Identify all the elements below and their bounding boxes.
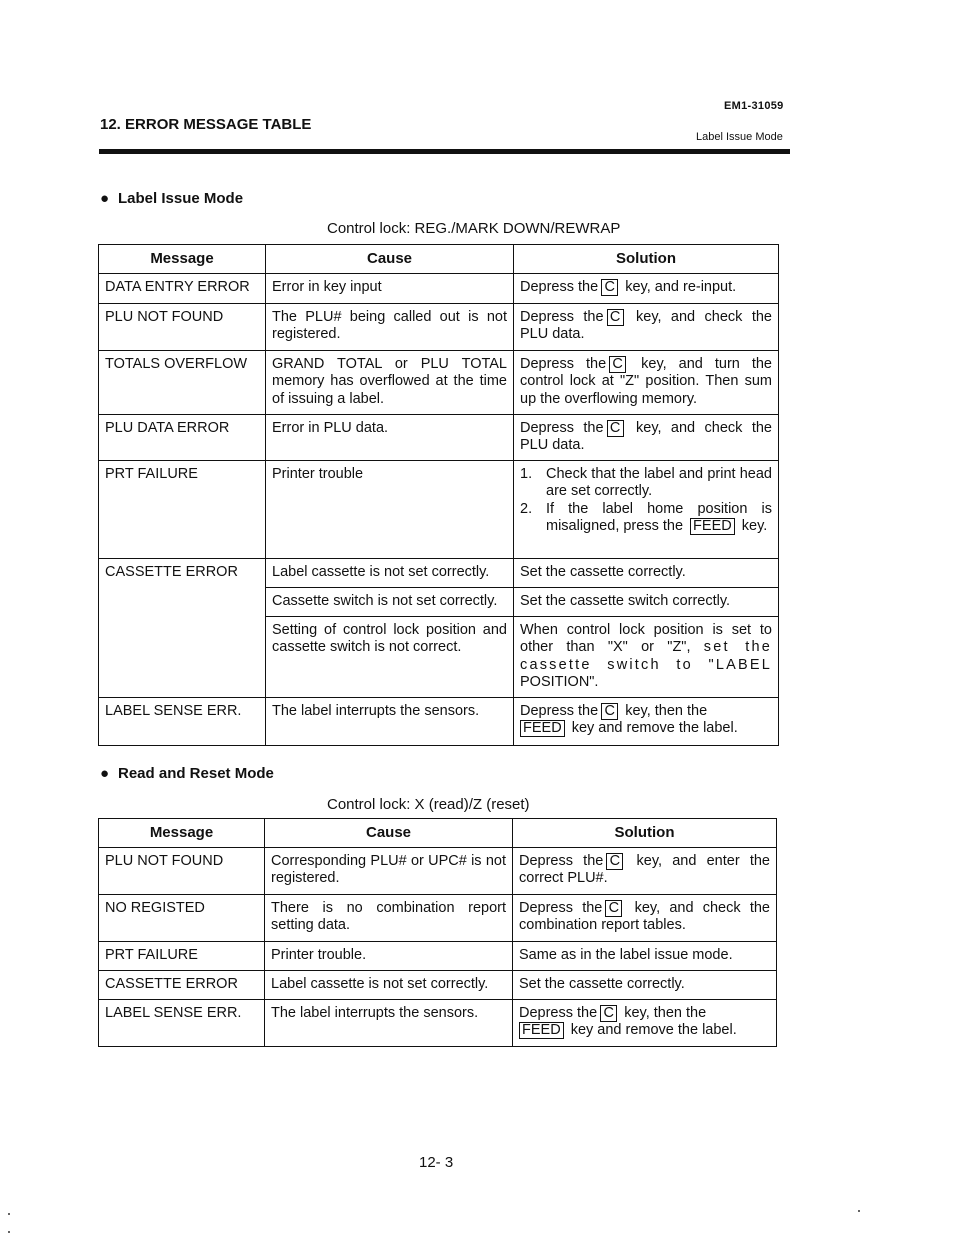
solution-cell: Set the cassette correctly. (514, 558, 779, 587)
message-cell: PLU NOT FOUND (99, 303, 266, 350)
cause-cell: Printer trouble. (265, 941, 513, 970)
section-title: 12. ERROR MESSAGE TABLE (100, 116, 312, 133)
c-key-icon: C (607, 420, 624, 437)
solution-cell: Same as in the label issue mode. (513, 941, 777, 970)
table-row (99, 894, 777, 941)
c-key-icon: C (601, 279, 618, 296)
solution-cell: Depress the C key, and enter the correct PLU#. (513, 847, 777, 894)
message-cell: CASSETTE ERROR (99, 970, 265, 999)
c-key-icon: C (601, 703, 618, 720)
table-row (99, 970, 777, 999)
table-header-row (99, 245, 779, 274)
message-cell: PLU NOT FOUND (99, 847, 265, 894)
read-reset-heading: ● Read and Reset Mode (100, 765, 274, 782)
message-cell: LABEL SENSE ERR. (99, 999, 265, 1046)
header-rule (99, 149, 790, 154)
table-row (99, 941, 777, 970)
cause-cell: Corresponding PLU# or UPC# is not registered. (265, 847, 513, 894)
read-reset-table (98, 818, 777, 1047)
message-cell: LABEL SENSE ERR. (99, 697, 266, 745)
scan-speck (8, 1231, 10, 1233)
cause-cell: Error in PLU data. (266, 414, 514, 460)
cause-cell: The label interrupts the sensors. (265, 999, 513, 1046)
message-cell: CASSETTE ERROR (99, 558, 266, 697)
document-code: EM1-31059 (724, 100, 784, 112)
table-row (99, 303, 779, 350)
cause-cell: Error in key input (266, 273, 514, 303)
bullet-icon: ● (100, 190, 110, 207)
message-cell: PRT FAILURE (99, 460, 266, 558)
scan-speck (858, 1210, 860, 1212)
message-cell: NO REGISTED (99, 894, 265, 941)
header-mode-label: Label Issue Mode (696, 131, 783, 143)
solution-cell (514, 460, 779, 558)
scan-speck (8, 1213, 10, 1215)
feed-key-icon: FEED (519, 1022, 564, 1039)
feed-key-icon: FEED (690, 518, 735, 535)
cause-cell: Label cassette is not set correctly. (266, 558, 514, 587)
bullet-icon: ● (100, 765, 110, 782)
column-header-message: Message (99, 819, 265, 848)
cause-cell: Cassette switch is not set correctly. (266, 587, 514, 616)
cause-cell: Label cassette is not set correctly. (265, 970, 513, 999)
feed-key-icon: FEED (520, 720, 565, 737)
column-header-solution: Solution (513, 819, 777, 848)
solution-cell: Set the cassette correctly. (513, 970, 777, 999)
solution-cell: Depress the C key, and check the PLU data. (514, 414, 779, 460)
solution-cell: When control lock position is set to other than "X" or "Z", set the cassette switch to "LABEL POSITION". (514, 616, 779, 697)
solution-cell: Set the cassette switch correctly. (514, 587, 779, 616)
c-key-icon: C (606, 853, 623, 870)
table-row (99, 350, 779, 414)
message-cell: PRT FAILURE (99, 941, 265, 970)
solution-cell: Depress the C key, and check the combination report tables. (513, 894, 777, 941)
table-row (99, 697, 779, 745)
solution-step: 1. Check that the label and print head are set correctly. (520, 465, 772, 499)
cause-cell: There is no combination report setting data. (265, 894, 513, 941)
c-key-icon: C (607, 309, 624, 326)
page-number: 12- 3 (419, 1154, 454, 1171)
column-header-solution: Solution (514, 245, 779, 274)
message-cell: PLU DATA ERROR (99, 414, 266, 460)
table-header-row (99, 819, 777, 848)
label-issue-table (98, 244, 779, 746)
solution-step: 2. If the label home position is misaligned, press the FEED key. (520, 500, 772, 534)
table-row (99, 414, 779, 460)
table-row (99, 847, 777, 894)
cause-cell: GRAND TOTAL or PLU TOTAL memory has overflowed at the time of issuing a label. (266, 350, 514, 414)
table-row (99, 558, 779, 587)
label-issue-heading: ● Label Issue Mode (100, 190, 244, 207)
cause-cell: Printer trouble (266, 460, 514, 558)
solution-cell: Depress the C key, and re-input. (514, 273, 779, 303)
table-row (99, 273, 779, 303)
message-cell: DATA ENTRY ERROR (99, 273, 266, 303)
cause-cell: Setting of control lock position and cassette switch is not correct. (266, 616, 514, 697)
column-header-message: Message (99, 245, 266, 274)
solution-cell: Depress the C key, and turn the control lock at "Z" position. Then sum up the overflowing memory. (514, 350, 779, 414)
cause-cell: The PLU# being called out is not registered. (266, 303, 514, 350)
table-row (99, 460, 779, 558)
column-header-cause: Cause (266, 245, 514, 274)
column-header-cause: Cause (265, 819, 513, 848)
c-key-icon: C (609, 356, 626, 373)
table-row (99, 999, 777, 1046)
label-issue-control-lock: Control lock: REG./MARK DOWN/REWRAP (327, 220, 621, 237)
solution-cell: Depress the C key, then the FEED key and remove the label. (513, 999, 777, 1046)
cause-cell: The label interrupts the sensors. (266, 697, 514, 745)
solution-cell: Depress the C key, then the FEED key and remove the label. (514, 697, 779, 745)
message-cell: TOTALS OVERFLOW (99, 350, 266, 414)
solution-cell: Depress the C key, and check the PLU data. (514, 303, 779, 350)
c-key-icon: C (600, 1005, 617, 1022)
read-reset-control-lock: Control lock: X (read)/Z (reset) (327, 796, 530, 813)
c-key-icon: C (605, 900, 622, 917)
